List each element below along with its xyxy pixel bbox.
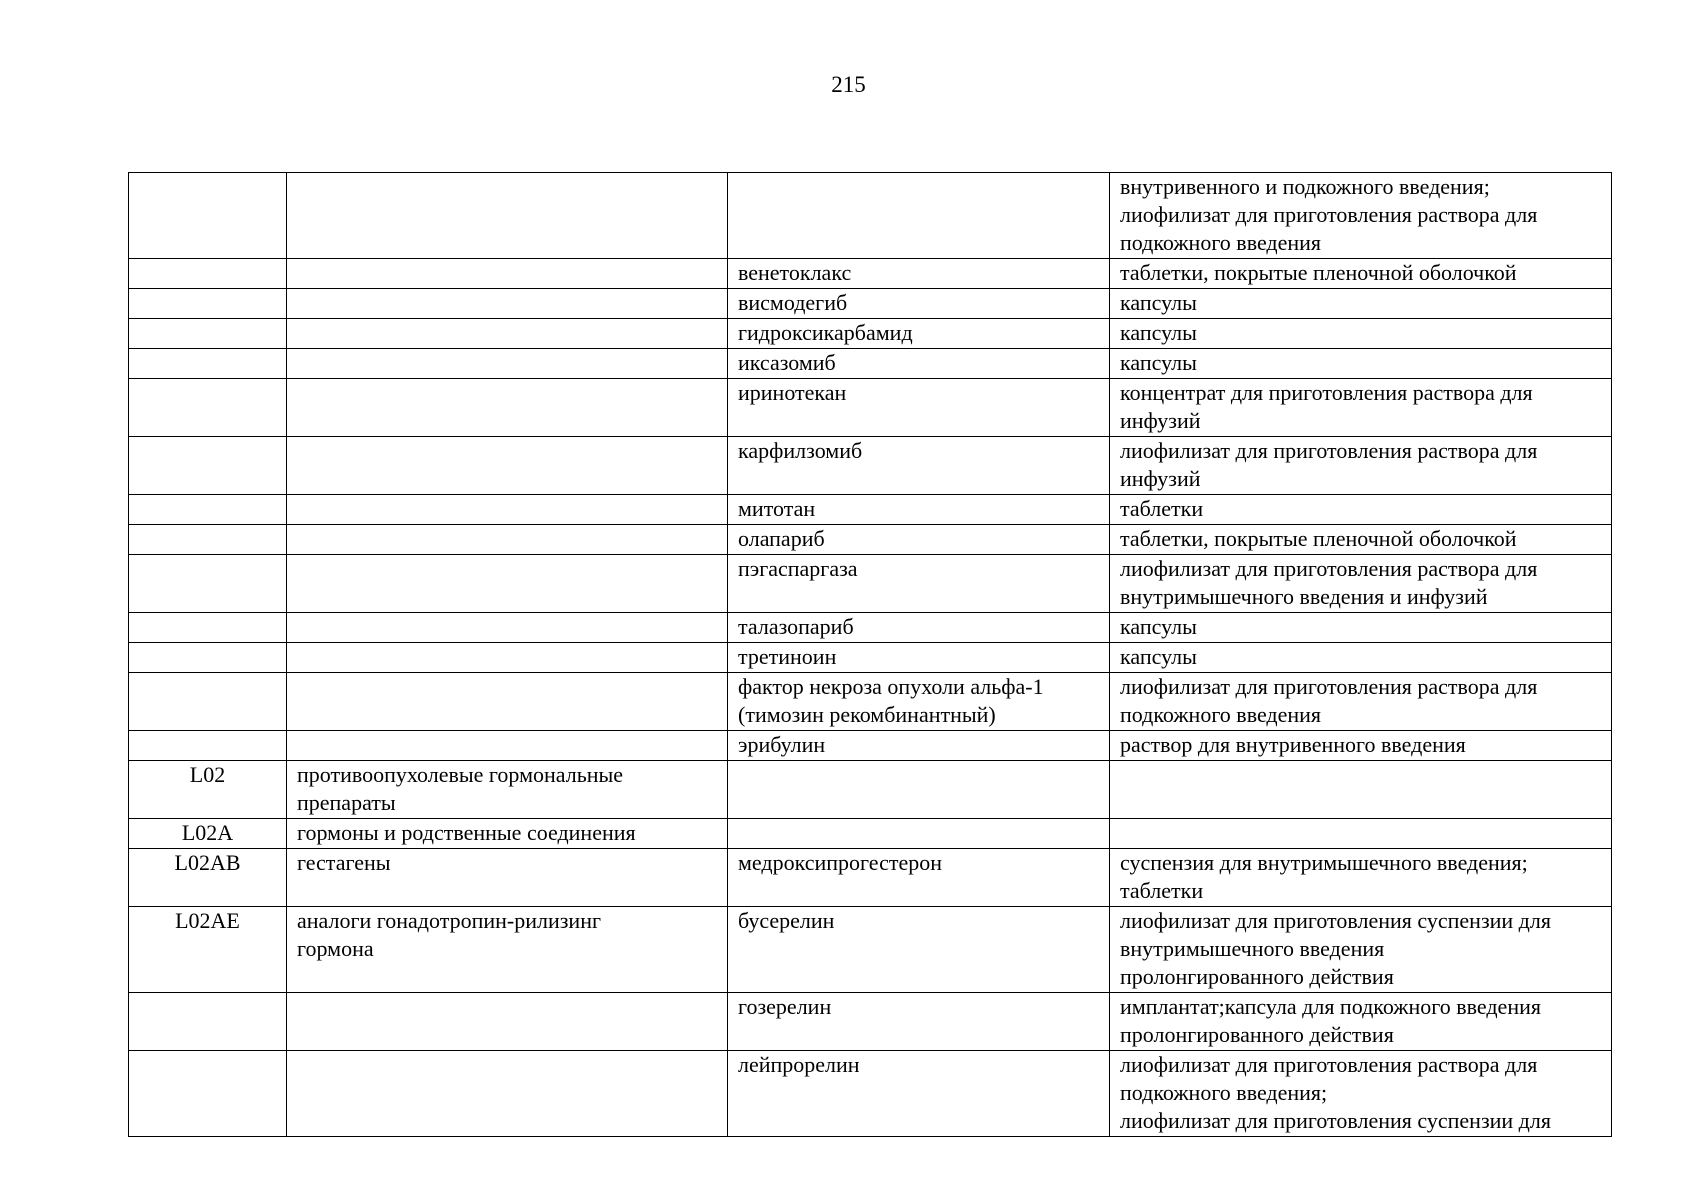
cell-text-line: (тимозин рекомбинантный) — [738, 702, 996, 727]
cell-text-line: гозерелин — [738, 994, 832, 1019]
anatomical-group-cell — [287, 761, 728, 819]
cell-text-line: карфилзомиб — [738, 438, 863, 463]
table-row — [129, 907, 1612, 993]
table-row — [129, 349, 1612, 379]
dosage-form-cell — [1110, 289, 1612, 319]
atc-code-cell — [129, 437, 287, 495]
table-row — [129, 673, 1612, 731]
cell-text-line: пролонгированного действия — [1120, 1022, 1394, 1047]
drug-name-cell — [728, 349, 1110, 379]
drug-name-cell — [728, 495, 1110, 525]
cell-text: L02AE — [175, 908, 240, 933]
drug-name-cell — [728, 731, 1110, 761]
atc-code-cell — [129, 761, 287, 819]
cell-text-line: иринотекан — [738, 380, 847, 405]
anatomical-group-cell — [287, 555, 728, 613]
anatomical-group-cell — [287, 1051, 728, 1137]
dosage-form-cell — [1110, 1051, 1612, 1137]
dosage-form-cell — [1110, 849, 1612, 907]
atc-code-cell — [129, 173, 287, 259]
table-row — [129, 643, 1612, 673]
table-row — [129, 993, 1612, 1051]
anatomical-group-cell — [287, 731, 728, 761]
cell-text-line: медроксипрогестерон — [738, 850, 943, 875]
cell-text-line: суспензия для внутримышечного введения; — [1120, 850, 1528, 875]
dosage-form-cell — [1110, 437, 1612, 495]
atc-code-cell — [129, 1051, 287, 1137]
dosage-form-cell — [1110, 819, 1612, 849]
drug-name-cell — [728, 819, 1110, 849]
dosage-form-cell — [1110, 643, 1612, 673]
cell-text-line: пэгаспаргаза — [738, 556, 858, 581]
atc-code-cell — [129, 731, 287, 761]
drug-table — [128, 172, 1612, 1137]
table-row — [129, 849, 1612, 907]
cell-text-line: иксазомиб — [738, 350, 836, 375]
drug-name-cell — [728, 849, 1110, 907]
anatomical-group-cell — [287, 613, 728, 643]
cell-text-line: капсулы — [1120, 350, 1197, 375]
anatomical-group-cell — [287, 173, 728, 259]
table-row — [129, 1051, 1612, 1137]
drug-name-cell — [728, 525, 1110, 555]
cell-text-line: лиофилизат для приготовления суспензии для — [1120, 908, 1551, 933]
cell-text-line: олапариб — [738, 526, 825, 551]
dosage-form-cell — [1110, 761, 1612, 819]
cell-text-line: капсулы — [1120, 290, 1197, 315]
drug-name-cell — [728, 673, 1110, 731]
anatomical-group-cell — [287, 259, 728, 289]
cell-text-line: противоопухолевые гормональные — [297, 762, 624, 787]
anatomical-group-cell — [287, 819, 728, 849]
drug-name-cell — [728, 319, 1110, 349]
drug-name-cell — [728, 613, 1110, 643]
drug-name-cell — [728, 1051, 1110, 1137]
cell-text: L02AB — [174, 850, 241, 875]
anatomical-group-cell — [287, 289, 728, 319]
cell-text-line: талазопариб — [738, 614, 854, 639]
cell-text-line: концентрат для приготовления раствора для — [1120, 380, 1533, 405]
cell-text-line: аналоги гонадотропин-рилизинг — [297, 908, 602, 933]
dosage-form-cell — [1110, 731, 1612, 761]
table-row — [129, 525, 1612, 555]
cell-text-line: инфузий — [1120, 466, 1201, 491]
atc-code-cell — [129, 525, 287, 555]
table-body — [129, 173, 1612, 1137]
cell-text-line: внутримышечного введения и инфузий — [1120, 584, 1488, 609]
page-number: 215 — [831, 72, 866, 97]
cell-text-line: инфузий — [1120, 408, 1201, 433]
cell-text-line: капсулы — [1120, 644, 1197, 669]
cell-text-line: бусерелин — [738, 908, 835, 933]
atc-code-cell — [129, 319, 287, 349]
cell-text-line: таблетки, покрытые пленочной оболочкой — [1120, 526, 1517, 551]
cell-text-line: лиофилизат для приготовления суспензии для — [1120, 1108, 1551, 1133]
atc-code-cell — [129, 819, 287, 849]
table-row — [129, 173, 1612, 259]
anatomical-group-cell — [287, 349, 728, 379]
cell-text-line: гестагены — [297, 850, 391, 875]
cell-text: L02A — [181, 820, 234, 845]
drug-name-cell — [728, 907, 1110, 993]
cell-text-line: третиноин — [738, 644, 837, 669]
cell-text-line: подкожного введения — [1120, 230, 1322, 255]
atc-code-cell — [129, 907, 287, 993]
dosage-form-cell — [1110, 349, 1612, 379]
cell-text-line: лиофилизат для приготовления раствора для — [1120, 438, 1538, 463]
dosage-form-cell — [1110, 259, 1612, 289]
cell-text-line: гормона — [297, 936, 374, 961]
cell-text-line: внутривенного и подкожного введения; — [1120, 174, 1490, 199]
dosage-form-cell — [1110, 993, 1612, 1051]
table-row — [129, 289, 1612, 319]
table-row — [129, 379, 1612, 437]
atc-code-cell — [129, 849, 287, 907]
atc-code-cell — [129, 993, 287, 1051]
cell-text-line: лейпрорелин — [738, 1052, 860, 1077]
cell-text-line: таблетки — [1120, 496, 1204, 521]
dosage-form-cell — [1110, 379, 1612, 437]
cell-text-line: эрибулин — [738, 732, 826, 757]
drug-name-cell — [728, 555, 1110, 613]
table-row — [129, 437, 1612, 495]
dosage-form-cell — [1110, 555, 1612, 613]
atc-code-cell — [129, 379, 287, 437]
table-row — [129, 495, 1612, 525]
cell-text-line: таблетки, покрытые пленочной оболочкой — [1120, 260, 1517, 285]
cell-text-line: подкожного введения — [1120, 702, 1322, 727]
cell-text-line: пролонгированного действия — [1120, 964, 1394, 989]
anatomical-group-cell — [287, 319, 728, 349]
drug-name-cell — [728, 761, 1110, 819]
cell-text-line: висмодегиб — [738, 290, 848, 315]
cell-text: L02 — [189, 762, 226, 787]
table-row — [129, 319, 1612, 349]
cell-text-line: гидроксикарбамид — [738, 320, 913, 345]
atc-code-cell — [129, 259, 287, 289]
anatomical-group-cell — [287, 379, 728, 437]
anatomical-group-cell — [287, 993, 728, 1051]
cell-text-line: препараты — [297, 790, 396, 815]
cell-text-line: имплантат;капсула для подкожного введения — [1120, 994, 1541, 1019]
drug-name-cell — [728, 437, 1110, 495]
drug-name-cell — [728, 289, 1110, 319]
dosage-form-cell — [1110, 613, 1612, 643]
atc-code-cell — [129, 613, 287, 643]
dosage-form-cell — [1110, 907, 1612, 993]
table-row — [129, 731, 1612, 761]
drug-name-cell — [728, 259, 1110, 289]
atc-code-cell — [129, 289, 287, 319]
dosage-form-cell — [1110, 673, 1612, 731]
dosage-form-cell — [1110, 495, 1612, 525]
cell-text-line: лиофилизат для приготовления раствора для — [1120, 202, 1538, 227]
cell-text-line: лиофилизат для приготовления раствора для — [1120, 556, 1538, 581]
drug-name-cell — [728, 643, 1110, 673]
dosage-form-cell — [1110, 525, 1612, 555]
cell-text-line: венетоклакс — [738, 260, 852, 285]
anatomical-group-cell — [287, 849, 728, 907]
drug-name-cell — [728, 173, 1110, 259]
atc-code-cell — [129, 643, 287, 673]
table-row — [129, 555, 1612, 613]
dosage-form-cell — [1110, 319, 1612, 349]
atc-code-cell — [129, 673, 287, 731]
drug-name-cell — [728, 993, 1110, 1051]
drug-name-cell — [728, 379, 1110, 437]
dosage-form-cell — [1110, 173, 1612, 259]
cell-text-line: фактор некроза опухоли альфа-1 — [738, 674, 1044, 699]
table-row — [129, 259, 1612, 289]
cell-text-line: раствор для внутривенного введения — [1120, 732, 1466, 757]
anatomical-group-cell — [287, 525, 728, 555]
cell-text-line: митотан — [738, 496, 816, 521]
anatomical-group-cell — [287, 495, 728, 525]
anatomical-group-cell — [287, 907, 728, 993]
atc-code-cell — [129, 495, 287, 525]
anatomical-group-cell — [287, 437, 728, 495]
cell-text-line: лиофилизат для приготовления раствора для — [1120, 1052, 1538, 1077]
cell-text-line: гормоны и родственные соединения — [297, 820, 636, 845]
cell-text-line: подкожного введения; — [1120, 1080, 1328, 1105]
cell-text-line: капсулы — [1120, 320, 1197, 345]
cell-text-line: внутримышечного введения — [1120, 936, 1385, 961]
atc-code-cell — [129, 349, 287, 379]
cell-text-line: лиофилизат для приготовления раствора для — [1120, 674, 1538, 699]
table-row — [129, 819, 1612, 849]
table-row — [129, 613, 1612, 643]
atc-code-cell — [129, 555, 287, 613]
cell-text-line: капсулы — [1120, 614, 1197, 639]
cell-text-line: таблетки — [1120, 878, 1204, 903]
table-row — [129, 761, 1612, 819]
anatomical-group-cell — [287, 643, 728, 673]
anatomical-group-cell — [287, 673, 728, 731]
